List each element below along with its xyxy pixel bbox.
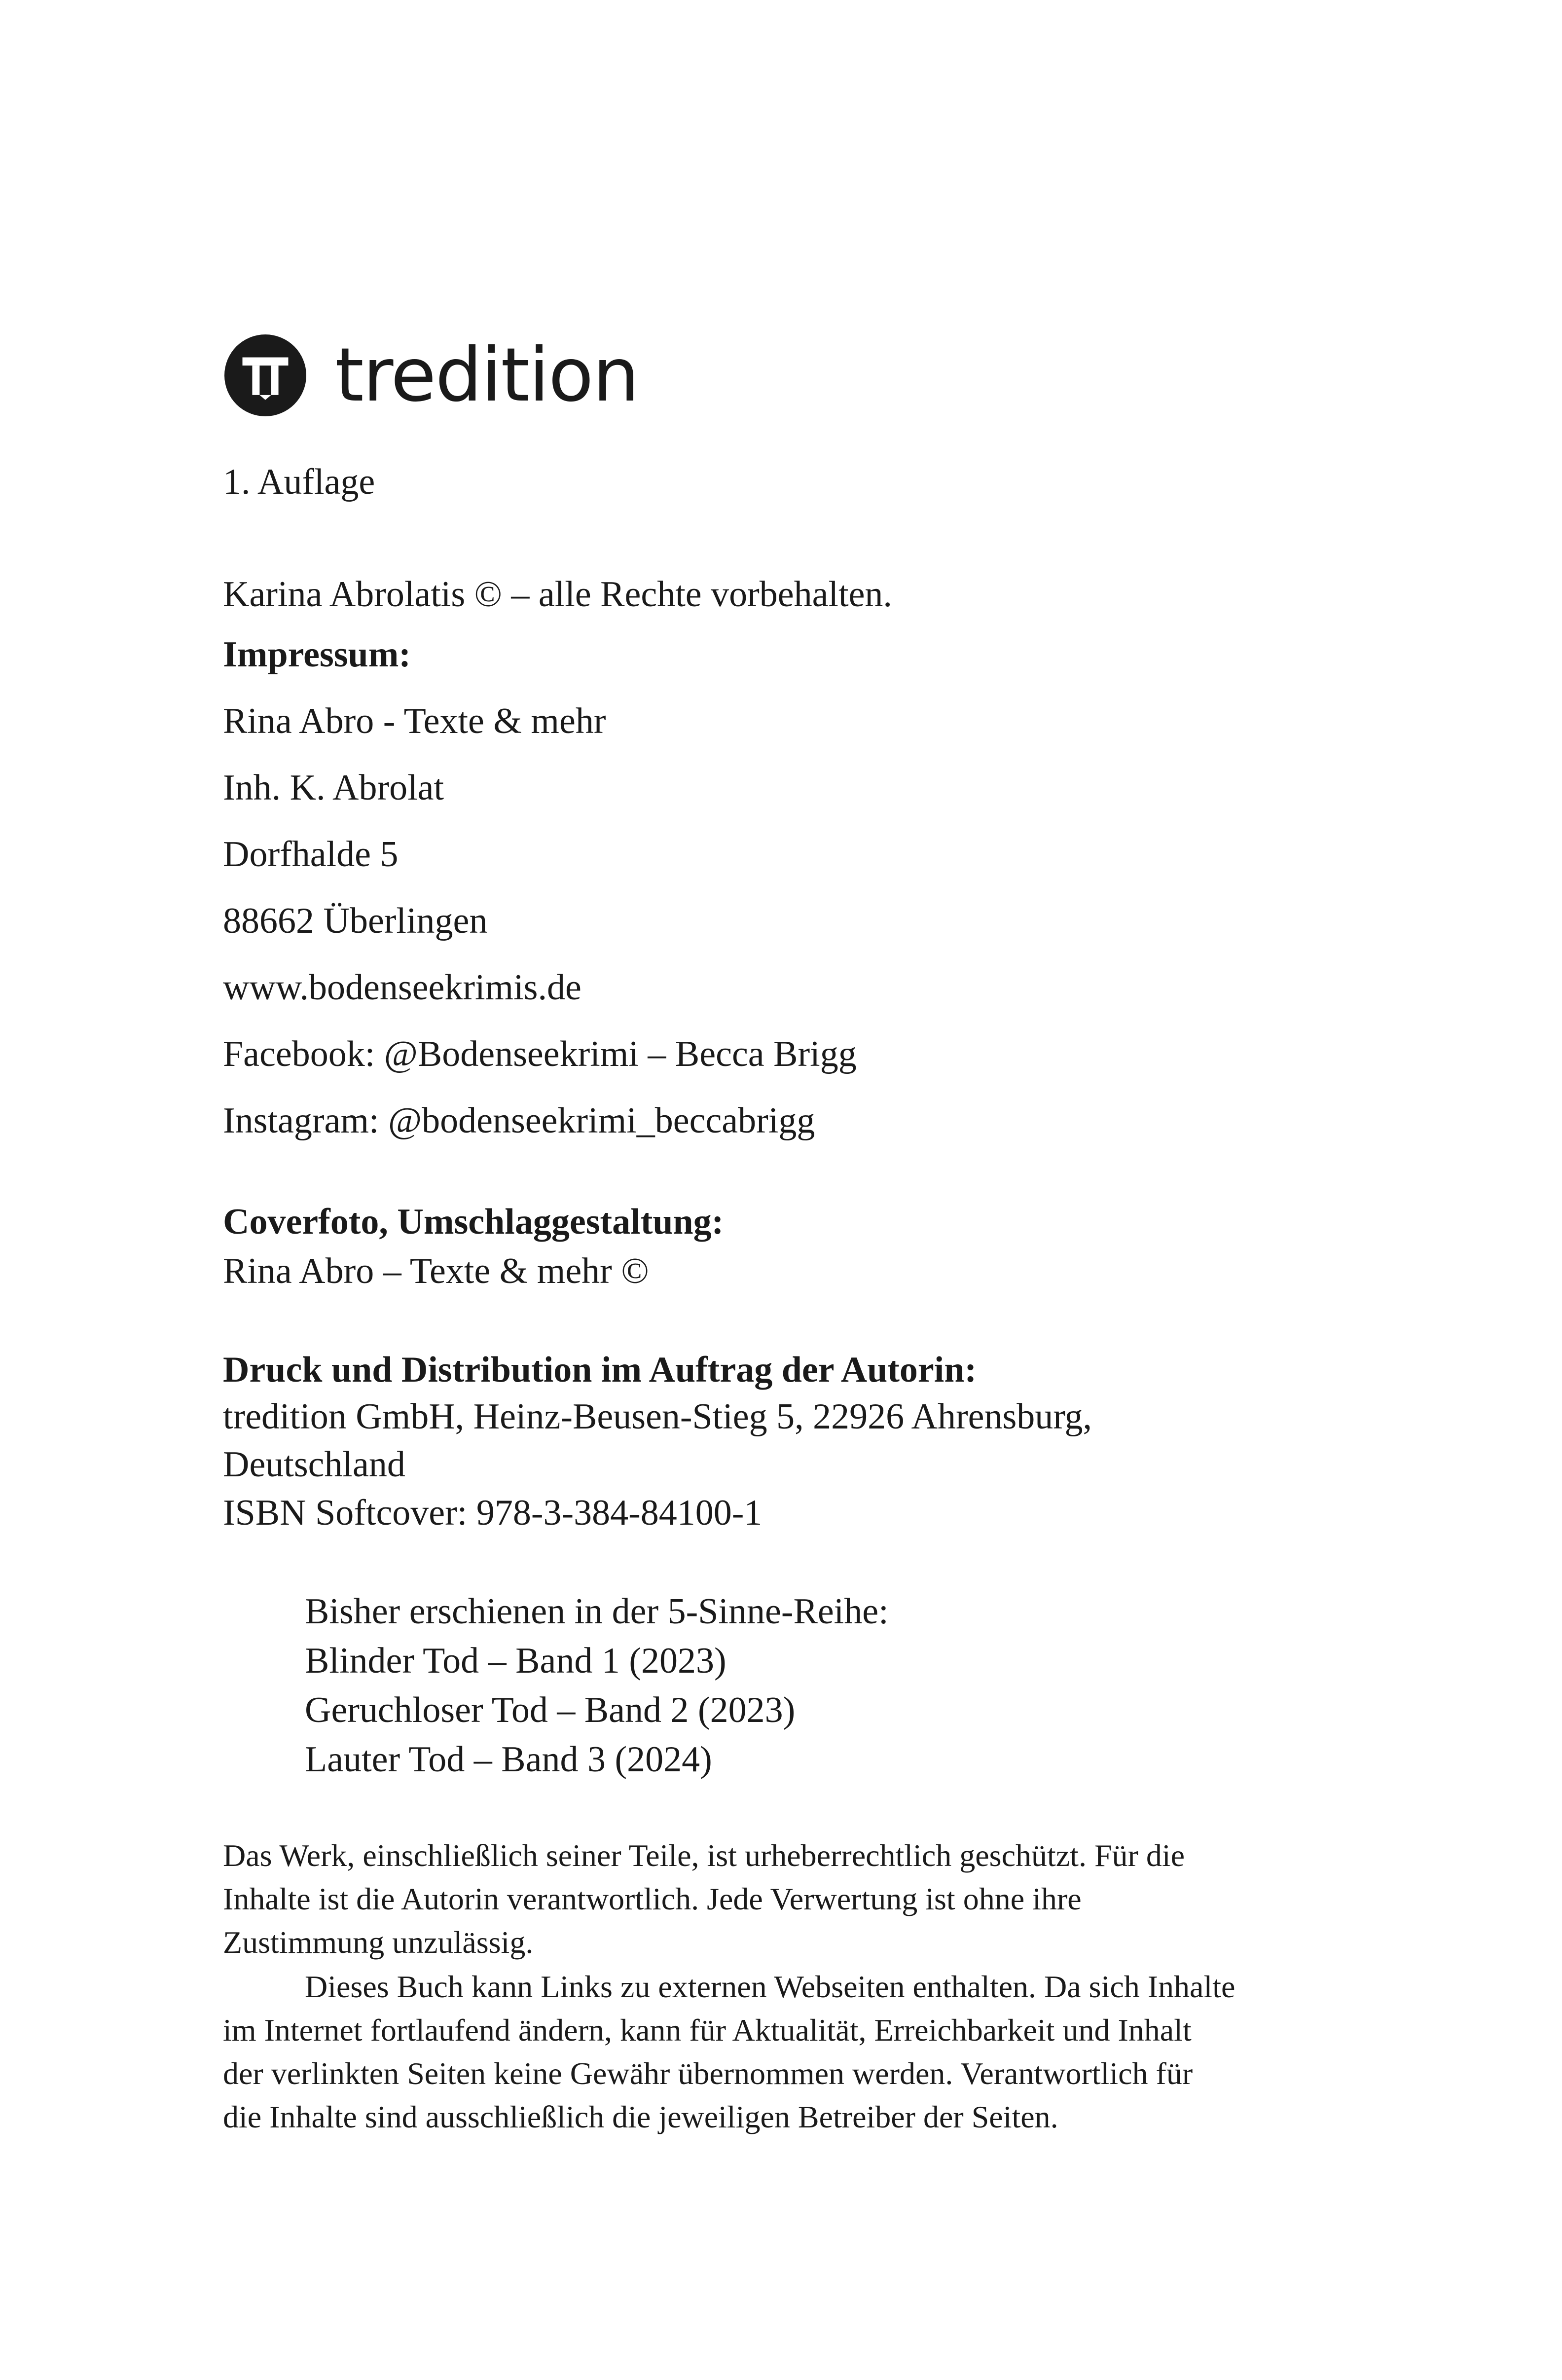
- isbn-line: ISBN Softcover: 978-3-384-84100-1: [223, 1493, 763, 1533]
- series-book: Lauter Tod – Band 3 (2024): [305, 1739, 712, 1780]
- cover-credit: Rina Abro – Texte & mehr ©: [223, 1251, 649, 1291]
- website-text: www.bodenseekrimis.de: [223, 967, 581, 1008]
- impressum-heading: Impressum:: [223, 634, 411, 675]
- tredition-logo-icon: [224, 334, 306, 416]
- impressum-line: Rina Abro - Texte & mehr: [223, 701, 606, 741]
- copyright-line: Karina Abrolatis © – alle Rechte vorbehalten.: [223, 574, 892, 615]
- print-heading: Druck und Distribution im Auftrag der Autorin:: [223, 1350, 977, 1390]
- series-heading: Bisher erschienen in der 5-Sinne-Reihe:: [305, 1591, 889, 1632]
- impressum-line: Inh. K. Abrolat: [223, 768, 444, 808]
- edition: 1. Auflage: [223, 462, 375, 502]
- legal-line: Inhalte ist die Autorin verantwortlich. Jede Verwertung ist ohne ihre: [223, 1881, 1082, 1916]
- publisher-logo: [224, 333, 639, 417]
- legal-line: Zustimmung unzulässig.: [223, 1925, 534, 1960]
- impressum-line: Dorfhalde 5: [223, 834, 399, 875]
- impressum-line: 88662 Überlingen: [223, 901, 488, 941]
- legal-line: Dieses Buch kann Links zu externen Webseiten enthalten. Da sich Inhalte: [305, 1969, 1235, 2004]
- print-line: tredition GmbH, Heinz-Beusen-Stieg 5, 22926 Ahrensburg,: [223, 1396, 1092, 1437]
- facebook-text: Facebook: @Bodenseekrimi – Becca Brigg: [223, 1034, 857, 1074]
- legal-line: die Inhalte sind ausschließlich die jeweiligen Betreiber der Seiten.: [223, 2099, 1058, 2134]
- cover-heading: Coverfoto, Umschlaggestaltung:: [223, 1202, 724, 1242]
- print-line: Deutschland: [223, 1444, 405, 1485]
- legal-line: Das Werk, einschließlich seiner Teile, ist urheberrechtlich geschützt. Für die: [223, 1838, 1185, 1873]
- series-book: Blinder Tod – Band 1 (2023): [305, 1641, 727, 1681]
- instagram-text: Instagram: @bodenseekrimi_beccabrigg: [223, 1100, 815, 1141]
- publisher-name: tredition: [335, 332, 639, 418]
- series-book: Geruchloser Tod – Band 2 (2023): [305, 1690, 796, 1730]
- legal-line: der verlinkten Seiten keine Gewähr übernommen werden. Verantwortlich für: [223, 2056, 1193, 2091]
- legal-line: im Internet fortlaufend ändern, kann für Aktualität, Erreichbarkeit und Inhalt: [223, 2013, 1192, 2048]
